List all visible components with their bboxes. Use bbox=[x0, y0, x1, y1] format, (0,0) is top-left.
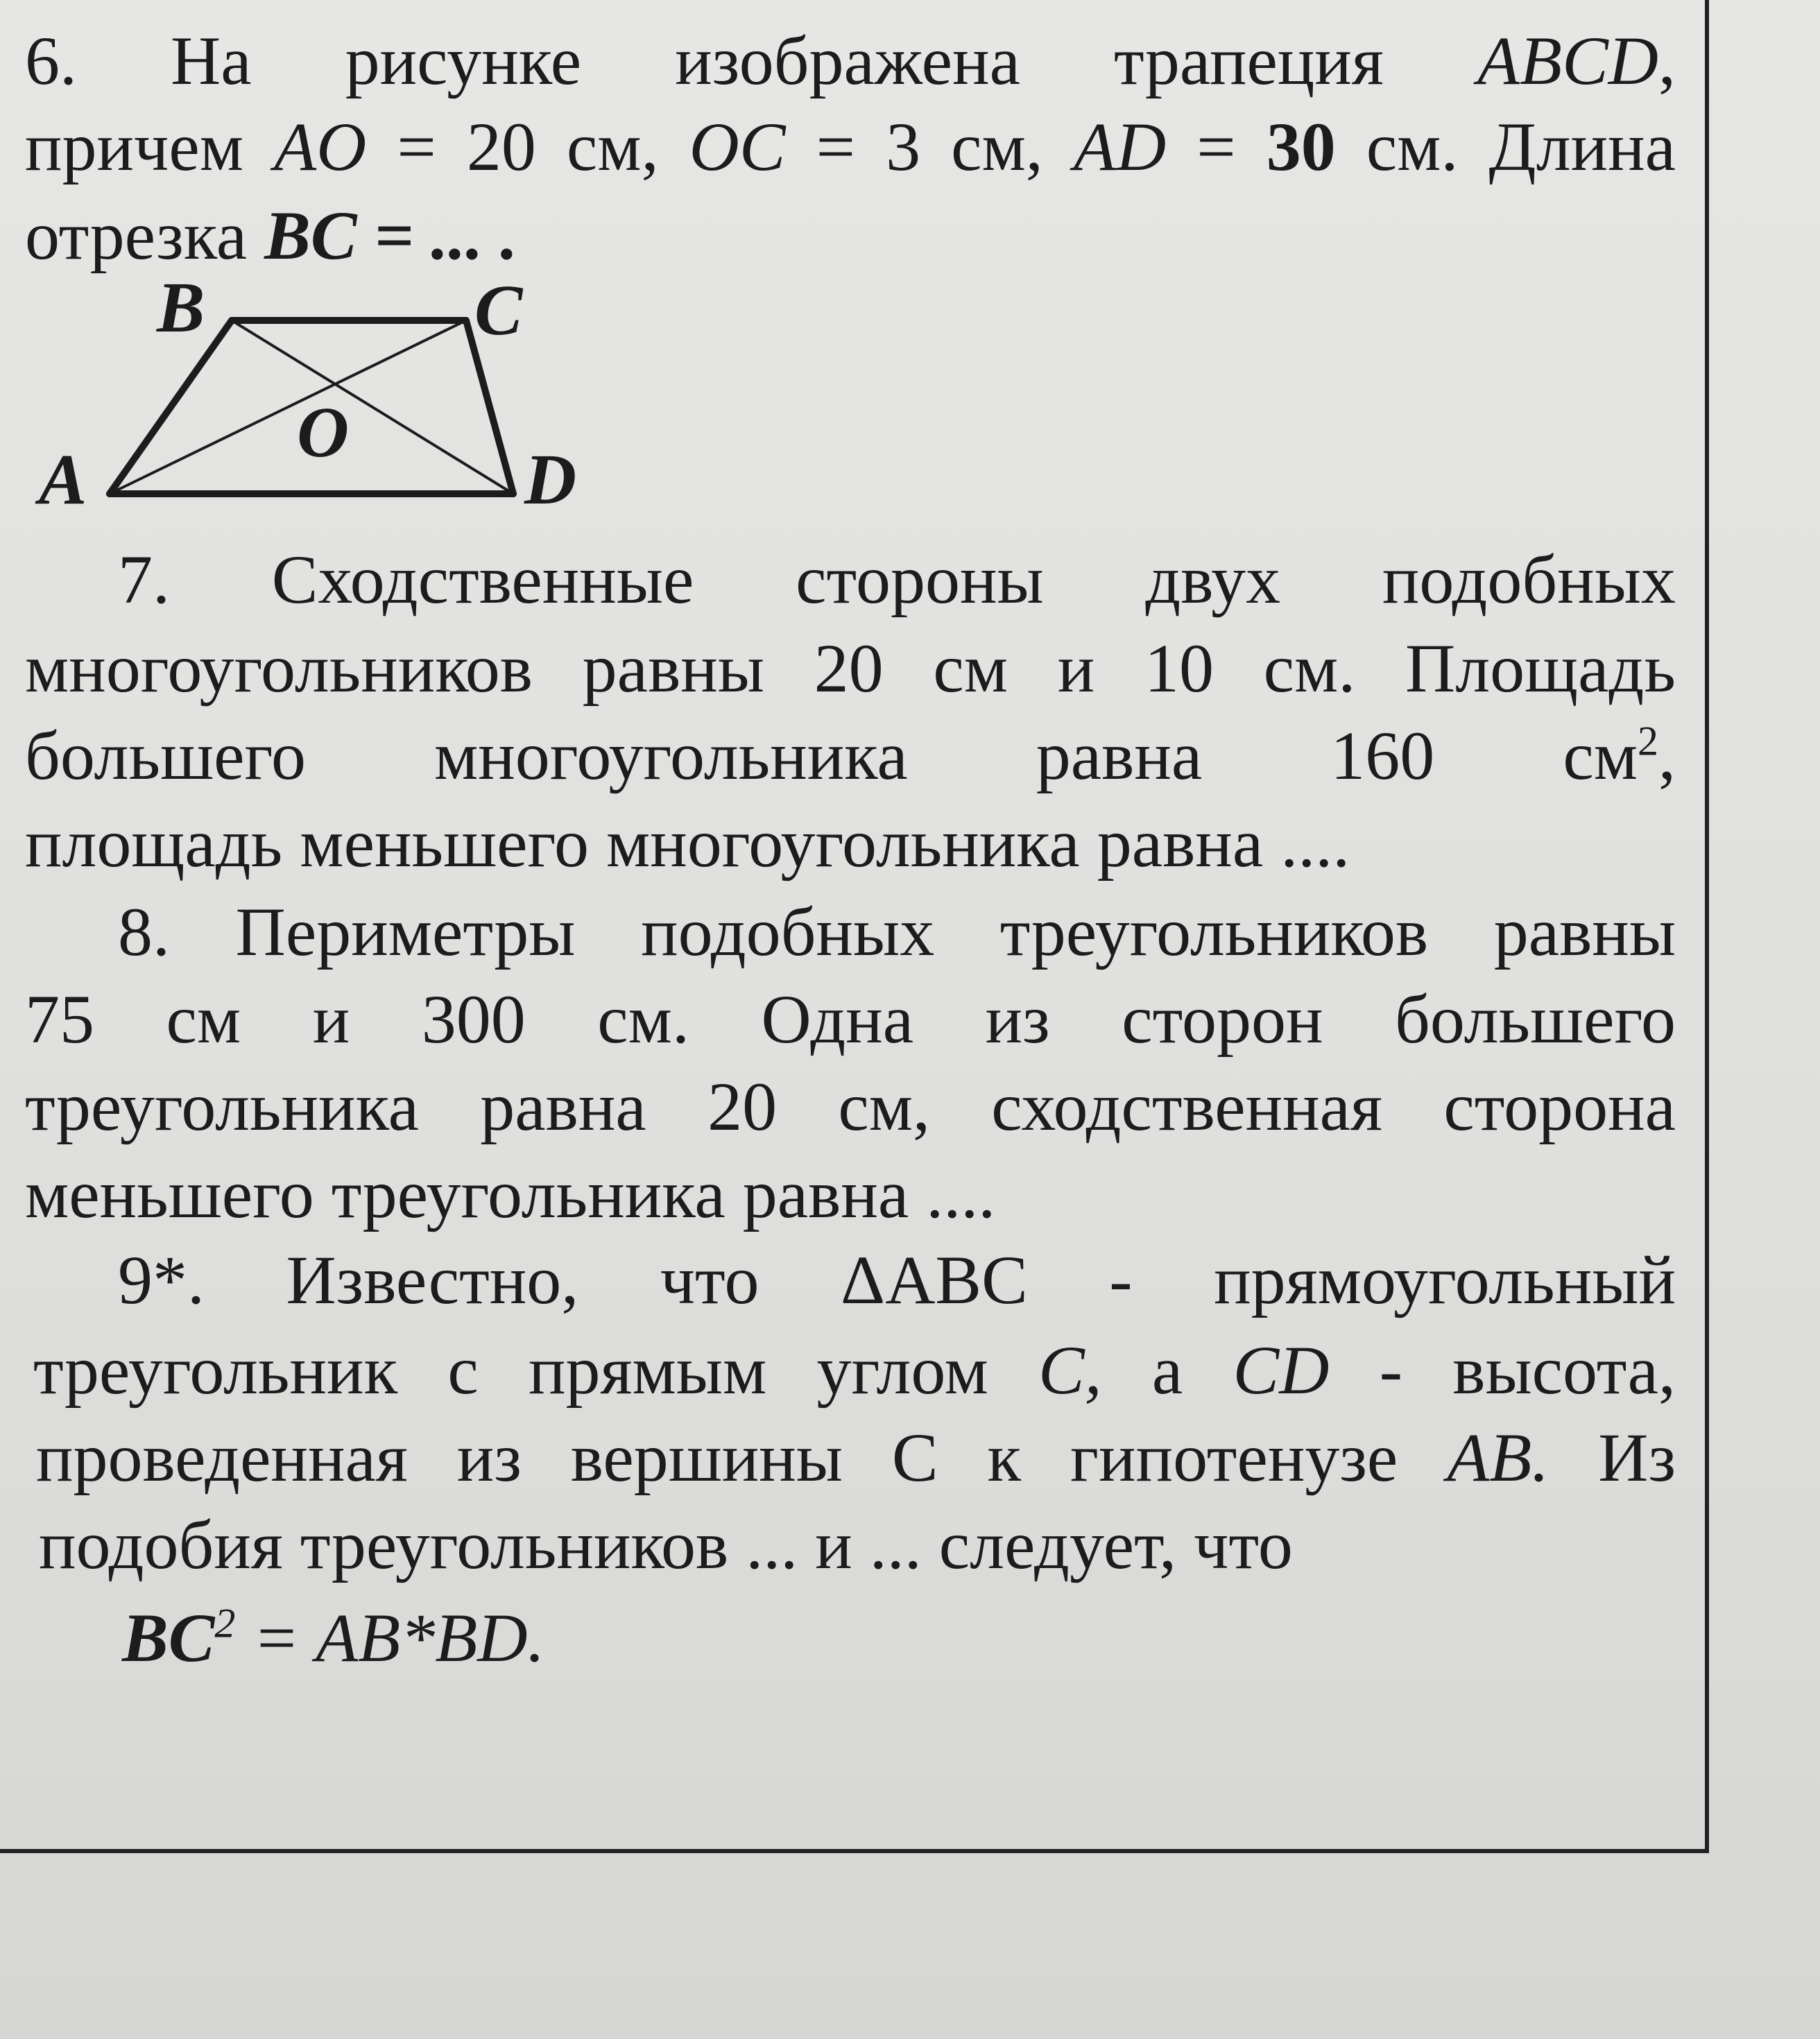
problem-9-text: - высота, bbox=[1329, 1332, 1676, 1409]
vertex-label-c: C bbox=[474, 270, 523, 350]
formula-superscript: 2 bbox=[214, 1600, 236, 1646]
intersection-label-o: O bbox=[297, 393, 350, 472]
problem-6-abcd: ABCD bbox=[1477, 22, 1658, 99]
page-frame-right bbox=[1705, 0, 1709, 1853]
problem-9-c: C, bbox=[1038, 1332, 1102, 1409]
problem-6-text: = bbox=[1166, 108, 1267, 185]
problem-6-text: причем bbox=[25, 108, 275, 185]
problem-8-line-4: меньшего треугольника равна .... bbox=[25, 1155, 996, 1232]
problem-6-line-2 bbox=[25, 105, 1676, 189]
problem-7-line-1: 7. Сходственные стороны двух подобных bbox=[118, 541, 1676, 618]
problem-9-formula bbox=[122, 1597, 1773, 1680]
page-frame-bottom bbox=[0, 1849, 1709, 1853]
problem-6-line-3 bbox=[25, 194, 1676, 277]
problem-7-line-4: площадь меньшего многоугольника равна .... bbox=[25, 805, 1350, 881]
problem-7-text: большего многоугольника равна 160 см bbox=[25, 717, 1638, 794]
problem-6-text: = 3 см, bbox=[785, 108, 1074, 185]
problem-8-line-2: 75 см и 300 см. Одна из сторон большего bbox=[25, 981, 1676, 1058]
problem-9-text: треугольник с прямым углом bbox=[33, 1332, 1038, 1409]
problem-7-line-3 bbox=[25, 714, 1676, 798]
problem-9-text: проведенная из вершины С к гипотенузе bbox=[36, 1419, 1448, 1496]
problem-9-line-4: подобия треугольников ... и ... следует, что bbox=[39, 1506, 1293, 1583]
problem-7-line-2: многоугольников равны 20 см и 10 см. Площадь bbox=[25, 630, 1676, 707]
problem-9-text: а bbox=[1101, 1332, 1233, 1409]
problem-9-line-3 bbox=[36, 1416, 1676, 1499]
problem-7-superscript: 2 bbox=[1638, 718, 1658, 764]
problem-6-comma: , bbox=[1658, 22, 1676, 99]
problem-7-comma: , bbox=[1658, 717, 1676, 794]
problem-9-text: Из bbox=[1549, 1419, 1676, 1496]
problem-6-text: см. Длина bbox=[1335, 108, 1676, 185]
problem-9-ab: AB. bbox=[1447, 1419, 1549, 1496]
problem-8-line-1: 8. Периметры подобных треугольников равны bbox=[118, 893, 1676, 970]
formula-rest: = AB*BD. bbox=[235, 1599, 545, 1676]
problem-8-line-3: треугольника равна 20 см, сходственная сторона bbox=[25, 1068, 1676, 1145]
problem-6-text: отрезка bbox=[25, 197, 265, 274]
vertex-label-b: B bbox=[157, 270, 205, 347]
formula-bc: BC bbox=[122, 1599, 215, 1676]
problem-6-text: = 20 см, bbox=[366, 108, 689, 185]
problem-6-ao: AO bbox=[274, 108, 367, 185]
vertex-label-a: A bbox=[39, 440, 87, 519]
problem-9-cd: CD bbox=[1233, 1332, 1330, 1409]
problem-6-line-1 bbox=[25, 19, 1676, 103]
problem-6-bc-question: BC = ... . bbox=[264, 197, 518, 274]
problem-9-line-1: 9*. Известно, что ΔABC - прямоугольный bbox=[118, 1241, 1676, 1318]
problem-6-ad-value: 30 bbox=[1266, 108, 1336, 185]
trapezoid-figure bbox=[28, 270, 610, 527]
problem-6-ad: AD bbox=[1073, 108, 1167, 185]
problem-6-text-start: 6. На рисунке изображена трапеция bbox=[25, 22, 1477, 99]
vertex-label-d: D bbox=[524, 440, 577, 519]
problem-6-oc: OC bbox=[689, 108, 786, 185]
problem-9-line-2 bbox=[33, 1329, 1676, 1412]
